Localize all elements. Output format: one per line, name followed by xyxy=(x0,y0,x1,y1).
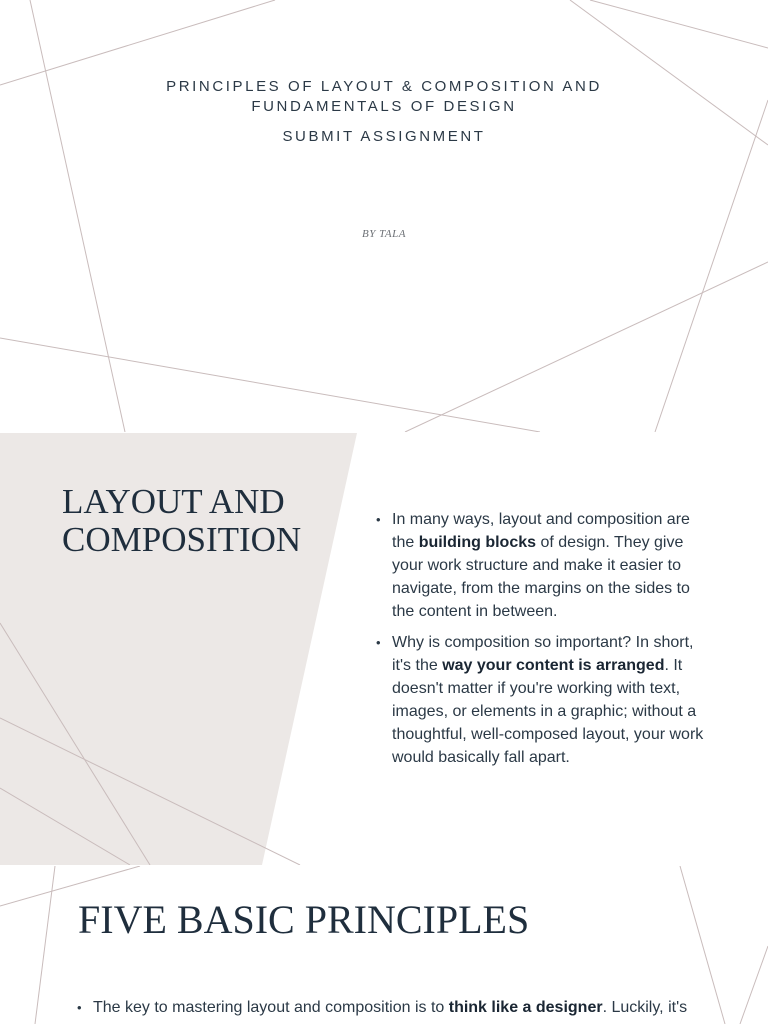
presentation-title: PRINCIPLES OF LAYOUT & COMPOSITION AND FUNDAMENTALS OF DESIGN xyxy=(166,78,602,115)
bold-phrase: way your content is arranged xyxy=(442,657,665,674)
layout-composition-slide xyxy=(0,433,768,865)
bullet-list xyxy=(376,508,706,777)
slide-heading xyxy=(62,483,342,559)
bullet-item: • Why is composition so important? In short, it's the way your content is arranged. It doesn't matter if you're working with text, images, or elements in a graphic; without a thoughtful, well-composed layout, your work would basically fall apart. xyxy=(376,631,706,769)
bullet-item: • The key to mastering layout and composition is to think like a designer. Luckily, it's xyxy=(77,996,677,1019)
decorative-lines xyxy=(0,0,768,432)
slide-heading: FIVE BASIC PRINCIPLES xyxy=(78,897,530,942)
five-principles-slide xyxy=(0,866,768,1024)
bold-phrase: building blocks xyxy=(418,534,537,551)
title-slide xyxy=(0,0,768,432)
bullet-dot-icon: • xyxy=(376,635,381,650)
bullet-item: • In many ways, layout and composition are the building blocks of design. They give your work structure and make it easier to navigate, from the margins on the sides to the content in between. xyxy=(376,508,706,623)
author-byline: BY TALA xyxy=(362,228,406,240)
bullet-dot-icon: • xyxy=(77,1000,82,1015)
bullet-dot-icon: • xyxy=(376,512,381,527)
heading-line-1: LAYOUT AND xyxy=(62,482,285,521)
heading-line-2: COMPOSITION xyxy=(62,520,302,559)
presentation-subtitle: SUBMIT ASSIGNMENT xyxy=(282,128,486,145)
bold-phrase: think like a designer xyxy=(448,999,603,1016)
bullet-list xyxy=(77,996,688,1024)
